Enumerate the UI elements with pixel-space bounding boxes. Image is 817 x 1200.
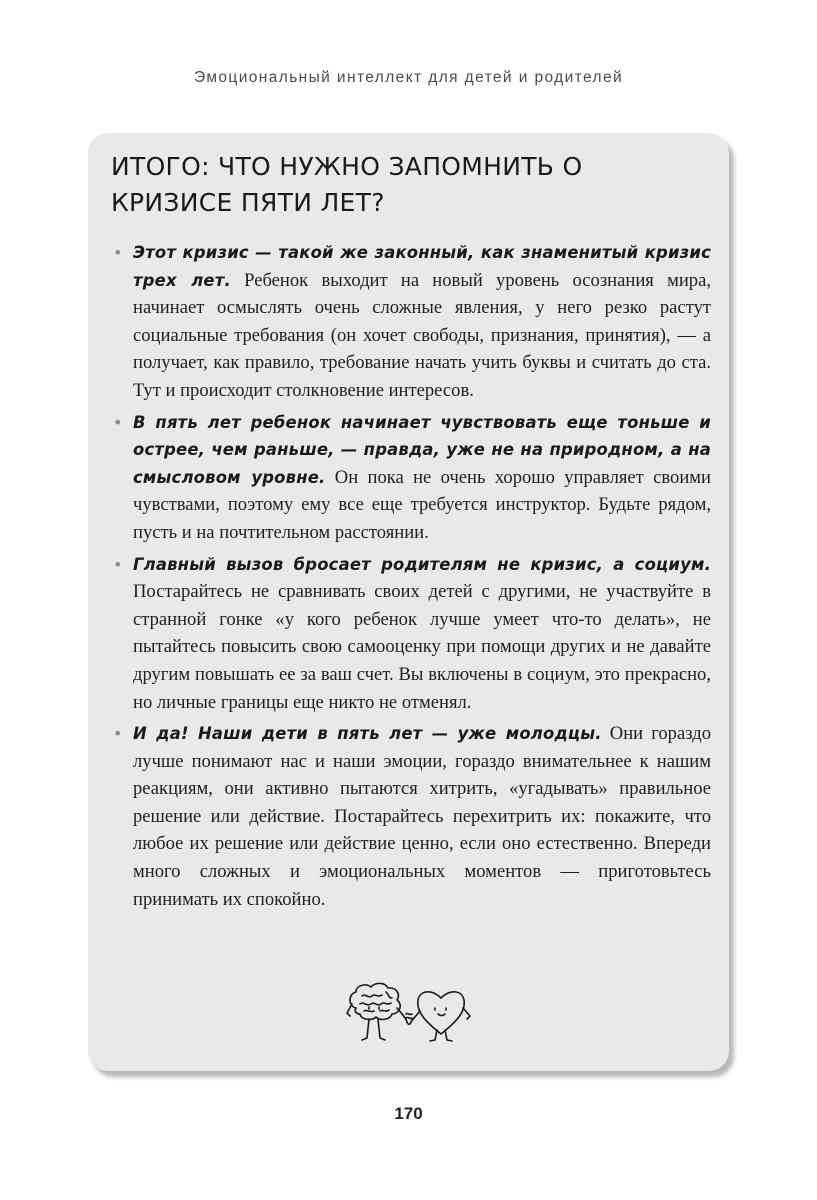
bullet-icon: • — [113, 243, 123, 262]
bullet-icon: • — [113, 554, 123, 574]
list-item — [111, 239, 711, 405]
running-header: Эмоциональный интеллект для детей и родителей — [193, 69, 624, 86]
item-text: Постарайтесь не сравнивать своих детей с другими, не участвуйте в странной гонке «у кого ребенок лучше умеет что-то делать», не пытайтесь повысить свою самооценку при помощи других и не давайте другим повышать ее за ваш счет. Вы включены в социум, это прекрасно, но личные границы еще никто не отменял. — [133, 581, 711, 713]
item-lead: Главный вызов бросает родителям не кризис, а социум. — [133, 554, 711, 574]
item-text: Они гораздо лучше понимают нас и наши эмоции, гораздо внимательнее к нашим реакциям, они активно пытаются хитрить, «угадывать» правильное решение или действие. Постарайтесь перехитрить их: покажите, что любое их решение или действие ценно, если оно естественно. Впереди много сложных и эмоциональных моментов — приготовьтесь принимать их спокойно. — [133, 723, 711, 910]
bullet-icon: • — [113, 724, 123, 744]
list-item — [111, 720, 711, 913]
item-lead: В пять лет ребенок начинает чувствовать еще тоньше и острее, чем раньше, — правда, уже не на природном, а на смысловом уровне. — [133, 412, 711, 487]
list-item — [111, 409, 711, 547]
page-number: 170 — [394, 1104, 423, 1123]
summary-card — [88, 133, 729, 1071]
item-lead: И да! Наши дети в пять лет — уже молодцы. — [133, 724, 602, 744]
brain-and-heart-holding-hands-icon — [344, 980, 474, 1046]
item-text: Он пока не очень хорошо управляет своими чувствами, поэтому ему все еще требуется инструктор. Будьте рядом, пусть и на почтительном расстоянии. — [133, 466, 711, 543]
summary-list — [111, 239, 711, 917]
item-text: Ребенок выходит на новый уровень осознания мира, начинает осмыслять очень сложные явления, у него резко растут социальные требования (он хочет свободы, признания, принятия), — а получает, как правило, требование начать учить буквы и считать до ста. Тут и происходит столкновение интересов. — [133, 269, 711, 401]
list-item — [111, 551, 711, 717]
bullet-icon: • — [113, 412, 123, 432]
card-title: ИТОГО: ЧТО НУЖНО ЗАПОМНИТЬ О КРИЗИСЕ ПЯТИ ЛЕТ? — [111, 152, 583, 217]
item-lead: Этот кризис — такой же законный, как знаменитый кризис трех лет. — [133, 243, 711, 290]
